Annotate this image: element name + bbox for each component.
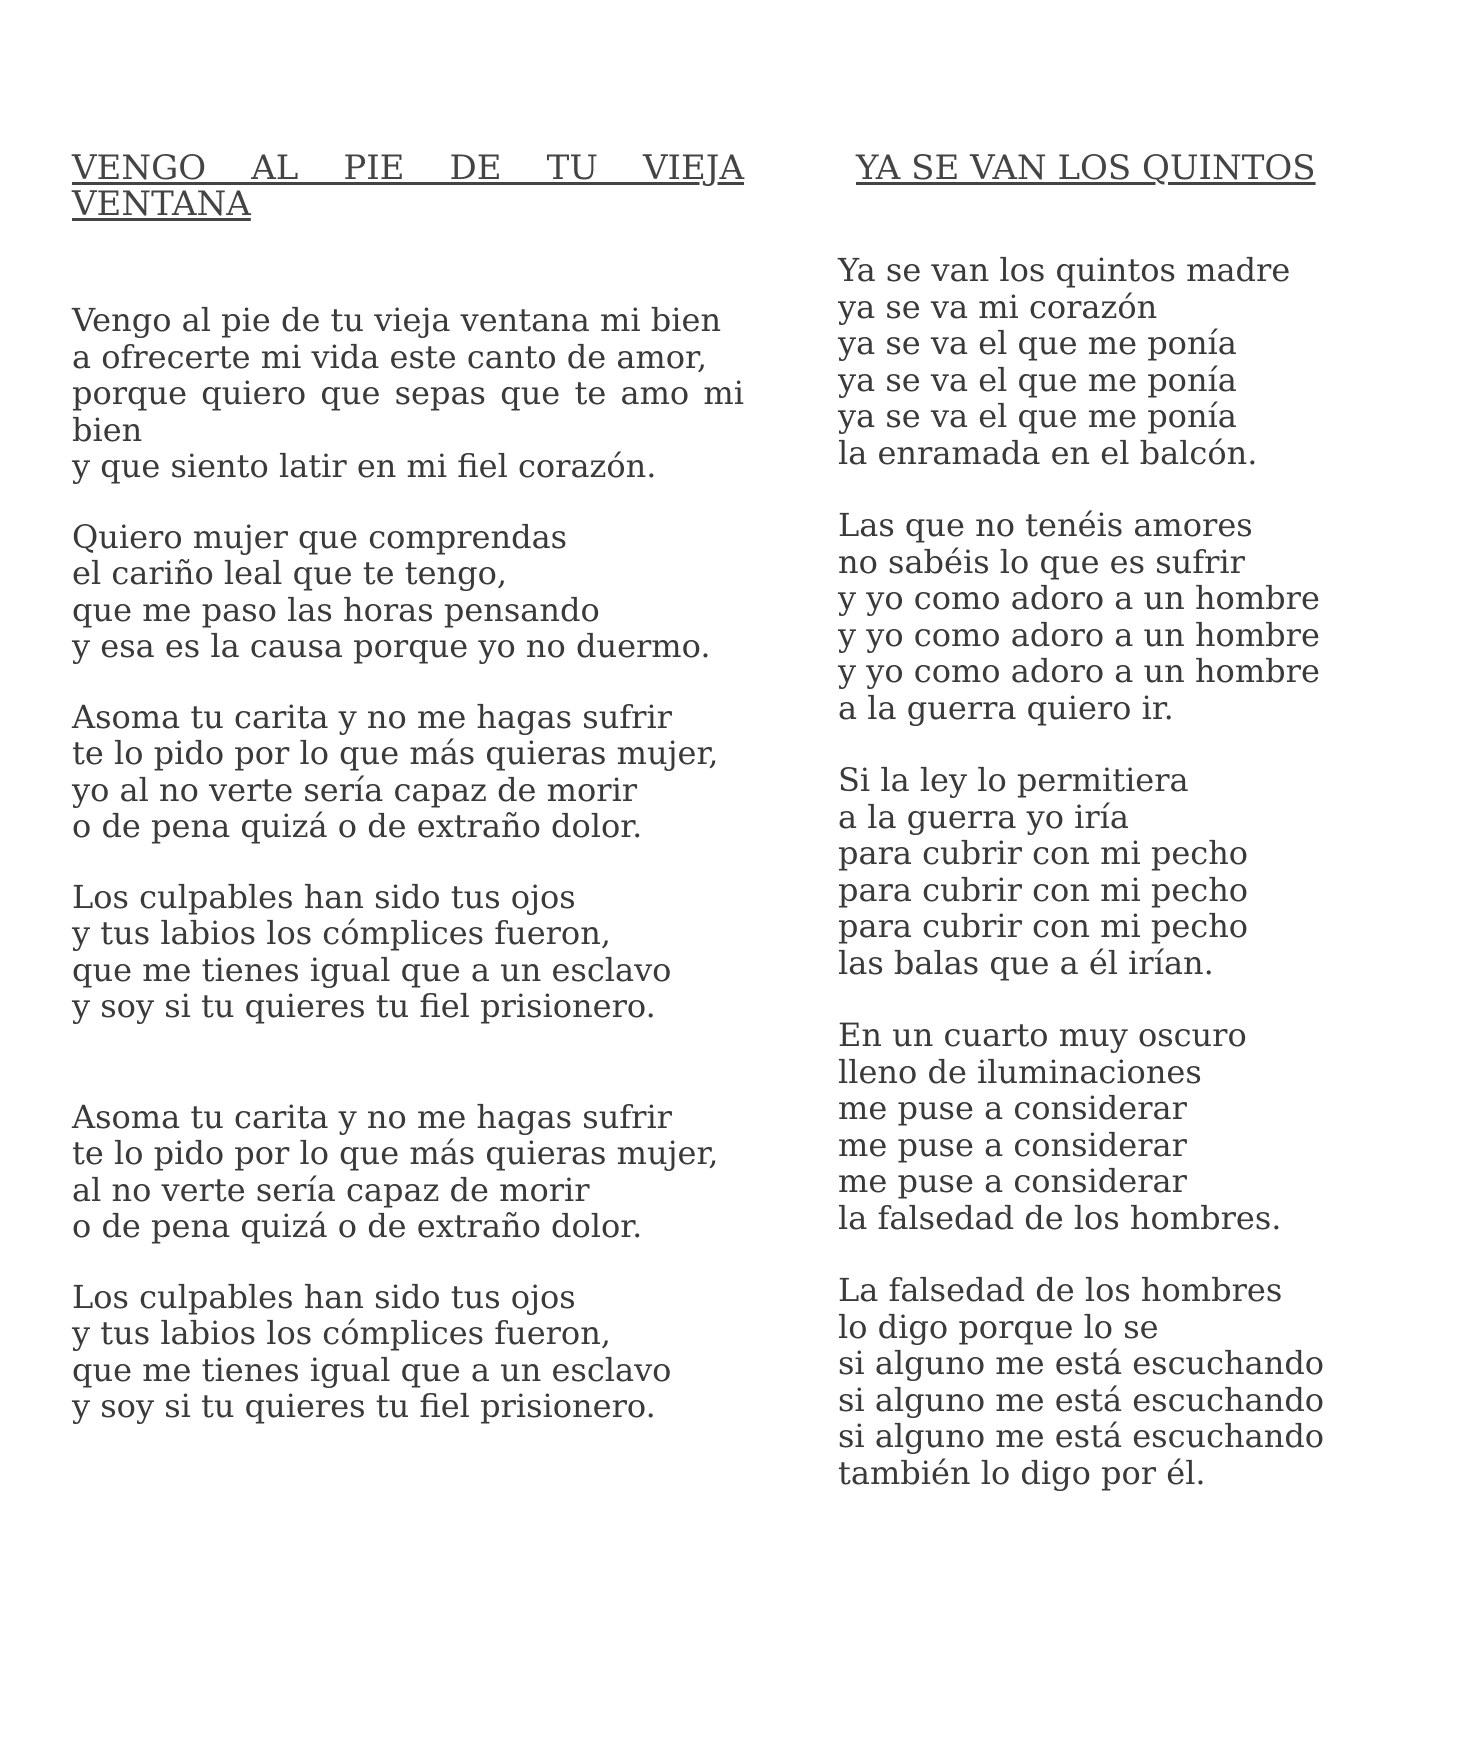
lyric-line: la enramada en el balcón. <box>838 433 1258 472</box>
lyric-line: porque quiero que sepas que te amo mi bien <box>72 374 744 449</box>
left-song <box>72 150 744 1425</box>
lyric-line: que me paso las horas pensando <box>72 590 600 629</box>
lyric-line: me puse a considerar <box>838 1162 1187 1200</box>
lyric-line: yo al no verte sería capaz de morir <box>72 770 638 809</box>
stanza <box>838 1017 1398 1236</box>
stanza <box>838 1272 1398 1491</box>
lyric-line: a la guerra quiero ir. <box>838 688 1174 727</box>
lyric-line: En un cuarto muy oscuro <box>838 1016 1247 1054</box>
lyric-line: te lo pido por lo que más quieras mujer, <box>72 1134 719 1172</box>
lyric-line: si alguno me está escuchando <box>838 1417 1325 1455</box>
right-song <box>838 150 1398 1491</box>
stanza <box>838 507 1398 726</box>
lyric-line: el cariño leal que te tengo, <box>72 554 508 592</box>
lyric-line: las balas que a él irían. <box>838 943 1214 982</box>
lyric-line: o de pena quizá o de extraño dolor. <box>72 1207 643 1245</box>
stanza <box>72 699 744 845</box>
lyric-line: para cubrir con mi pecho <box>838 907 1249 945</box>
lyric-line: no sabéis lo que es sufrir <box>838 542 1245 581</box>
lyric-line: lleno de iluminaciones <box>838 1052 1202 1091</box>
lyric-line: y tus labios los cómplices fueron, <box>72 1314 611 1352</box>
lyric-line: también lo digo por él. <box>838 1453 1206 1492</box>
stanza <box>838 252 1398 471</box>
lyric-line: y yo como adoro a un hombre <box>838 579 1320 617</box>
lyric-line: Vengo al pie de tu vieja ventana mi bien <box>72 301 722 339</box>
lyric-line: y esa es la causa porque yo no duermo. <box>72 627 711 665</box>
lyric-line: Ya se van los quintos madre <box>838 251 1291 289</box>
lyric-line: al no verte sería capaz de morir <box>72 1170 590 1209</box>
lyric-line: Los culpables han sido tus ojos <box>72 877 576 916</box>
lyric-line: si alguno me está escuchando <box>838 1380 1325 1419</box>
lyric-line: a la guerra yo iría <box>838 797 1129 836</box>
lyric-line: La falsedad de los hombres <box>838 1271 1283 1309</box>
lyric-line: Asoma tu carita y no me hagas sufrir <box>72 1097 672 1136</box>
stanza <box>72 879 744 1025</box>
lyric-line: y soy si tu quieres tu fiel prisionero. <box>72 987 656 1025</box>
lyric-line: o de pena quizá o de extraño dolor. <box>72 807 643 845</box>
stanza <box>838 762 1398 981</box>
stanza <box>72 1279 744 1425</box>
lyric-line: y yo como adoro a un hombre <box>838 615 1320 654</box>
lyric-line: Si la ley lo permitiera <box>838 761 1189 799</box>
lyric-line: ya se va mi corazón <box>838 287 1158 326</box>
lyric-line: que me tienes igual que a un esclavo <box>72 1350 672 1389</box>
song-title: YA SE VAN LOS QUINTOS <box>856 148 1316 188</box>
lyric-line: Las que no tenéis amores <box>838 506 1253 544</box>
lyric-line: y soy si tu quieres tu fiel prisionero. <box>72 1387 656 1425</box>
lyric-line: me puse a considerar <box>838 1125 1187 1164</box>
lyric-line: me puse a considerar <box>838 1089 1187 1127</box>
lyric-line: para cubrir con mi pecho <box>838 834 1249 872</box>
lyric-line: que me tienes igual que a un esclavo <box>72 950 672 989</box>
left-stanzas <box>72 302 744 1425</box>
lyric-line: y que siento latir en mi fiel corazón. <box>72 447 657 485</box>
lyric-line: la falsedad de los hombres. <box>838 1198 1282 1237</box>
lyric-line: Los culpables han sido tus ojos <box>72 1277 576 1316</box>
lyric-line: Quiero mujer que comprendas <box>72 517 568 556</box>
lyric-line: te lo pido por lo que más quieras mujer, <box>72 734 719 772</box>
lyric-line: ya se va el que me ponía <box>838 324 1237 362</box>
lyric-line: lo digo porque lo se <box>838 1307 1159 1346</box>
song-title: VENGO AL PIE DE TU VIEJA VENTANA <box>72 148 744 224</box>
stanza <box>72 1099 744 1245</box>
lyric-line: ya se va el que me ponía <box>838 397 1237 435</box>
lyric-line: para cubrir con mi pecho <box>838 870 1249 909</box>
stanza <box>72 302 744 485</box>
lyric-line: ya se va el que me ponía <box>838 360 1237 399</box>
lyric-line: y tus labios los cómplices fueron, <box>72 914 611 952</box>
lyric-line: Asoma tu carita y no me hagas sufrir <box>72 697 672 736</box>
right-stanzas <box>838 252 1398 1491</box>
lyric-line: si alguno me está escuchando <box>838 1344 1325 1382</box>
lyric-line: a ofrecerte mi vida este canto de amor, <box>72 337 707 376</box>
stanza <box>72 519 744 665</box>
lyric-line: y yo como adoro a un hombre <box>838 652 1320 690</box>
